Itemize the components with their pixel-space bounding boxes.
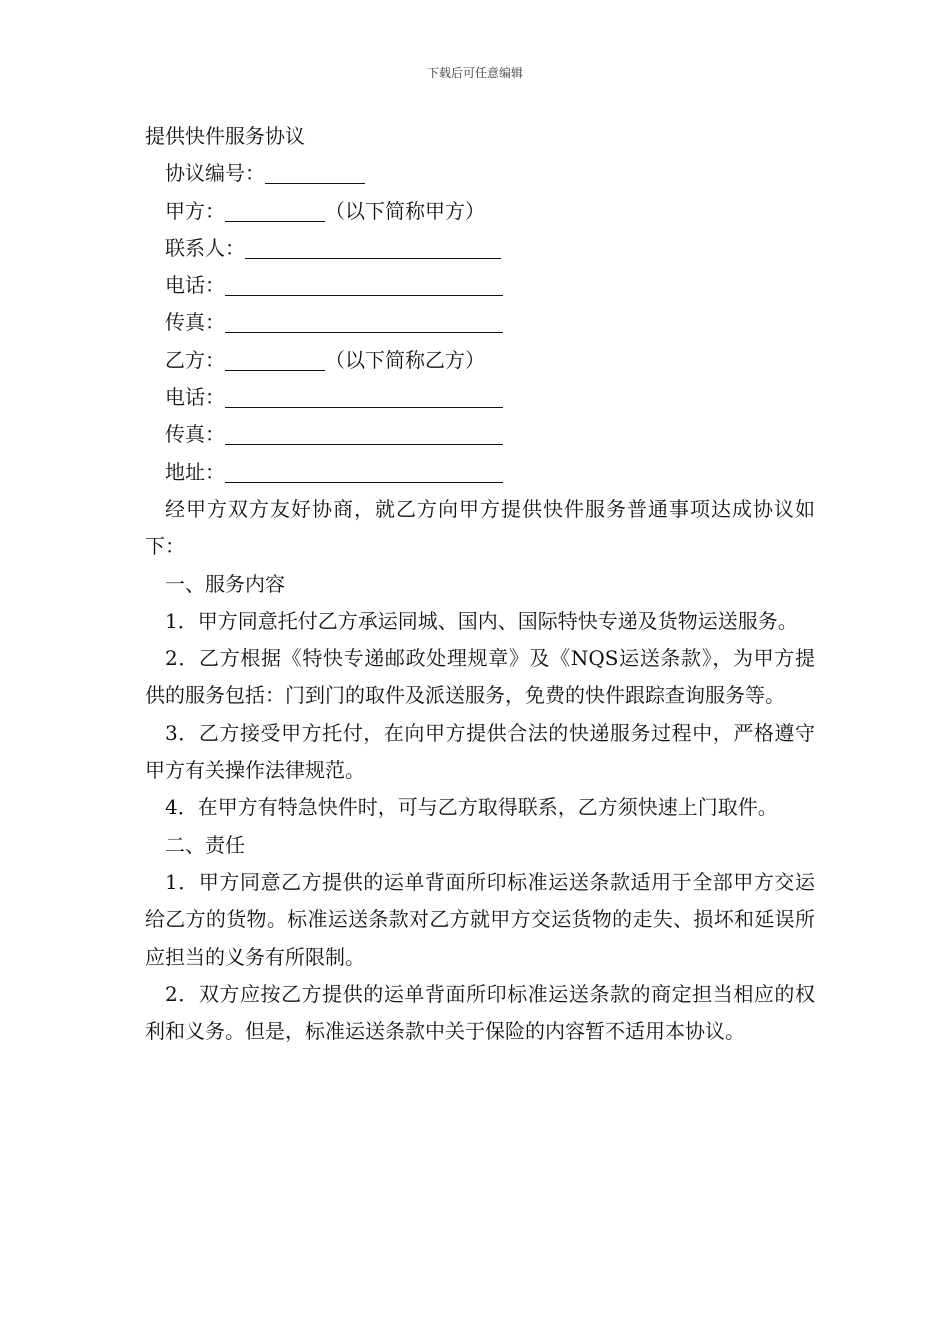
- field-label: 乙方：: [165, 347, 225, 372]
- intro-paragraph: 经甲方双方友好协商，就乙方向甲方提供快件服务普通事项达成协议如下：: [145, 496, 815, 559]
- clause-paragraph: 1．甲方同意乙方提供的运单背面所印标准运送条款适用于全部甲方交运给乙方的货物。标准运送条款对乙方就甲方交运货物的走失、损坏和延误所应担当的义务有所限制。: [145, 869, 815, 969]
- blank-line: [265, 159, 365, 184]
- field-phone-a: [145, 267, 815, 304]
- field-fax-a: [145, 304, 815, 341]
- field-label: 电话：: [165, 273, 225, 298]
- blank-line: [225, 420, 503, 445]
- blank-line: [245, 234, 501, 259]
- field-contact: [145, 230, 815, 267]
- field-address: [145, 454, 815, 491]
- section-heading-liability: 二、责任: [165, 832, 245, 857]
- field-suffix: （以下简称甲方）: [325, 198, 485, 223]
- field-fax-b: [145, 416, 815, 453]
- blank-line: [225, 458, 503, 483]
- field-phone-b: [145, 379, 815, 416]
- section-heading-services: 一、服务内容: [165, 571, 285, 596]
- field-label: 甲方：: [165, 198, 225, 223]
- field-label: 传真：: [165, 422, 225, 447]
- field-party-a: [145, 193, 815, 230]
- blank-line: [225, 346, 325, 371]
- clause-paragraph: 4．在甲方有特急快件时，可与乙方取得联系，乙方须快速上门取件。: [165, 795, 778, 820]
- header-note: 下载后可任意编辑: [426, 66, 523, 80]
- clause-paragraph: 3．乙方接受甲方托付，在向甲方提供合法的快递服务过程中，严格遵守甲方有关操作法律规范。: [145, 720, 815, 783]
- field-suffix: （以下简称乙方）: [325, 347, 485, 372]
- clause-paragraph: 2．双方应按乙方提供的运单背面所印标准运送条款的商定担当相应的权利和义务。但是，标准运送条款中关于保险的内容暂不适用本协议。: [145, 981, 815, 1044]
- document-body: [145, 118, 815, 1050]
- field-label: 联系人：: [165, 235, 245, 260]
- blank-line: [225, 197, 325, 222]
- blank-line: [225, 308, 503, 333]
- clause-paragraph: 2．乙方根据《特快专递邮政处理规章》及《NQS运送条款》，为甲方提供的服务包括：门到门的取件及派送服务，免费的快件跟踪查询服务等。: [145, 646, 815, 708]
- blank-line: [225, 383, 503, 408]
- field-label: 传真：: [165, 310, 225, 335]
- field-label: 电话：: [165, 385, 225, 410]
- field-agreement-no: [145, 155, 815, 192]
- clause-paragraph: 1．甲方同意托付乙方承运同城、国内、国际特快专递及货物运送服务。: [165, 608, 798, 633]
- blank-line: [225, 271, 503, 296]
- field-label: 地址：: [165, 459, 225, 484]
- document-title: 提供快件服务协议: [145, 124, 305, 148]
- field-label: 协议编号：: [165, 161, 265, 186]
- field-party-b: [145, 342, 815, 379]
